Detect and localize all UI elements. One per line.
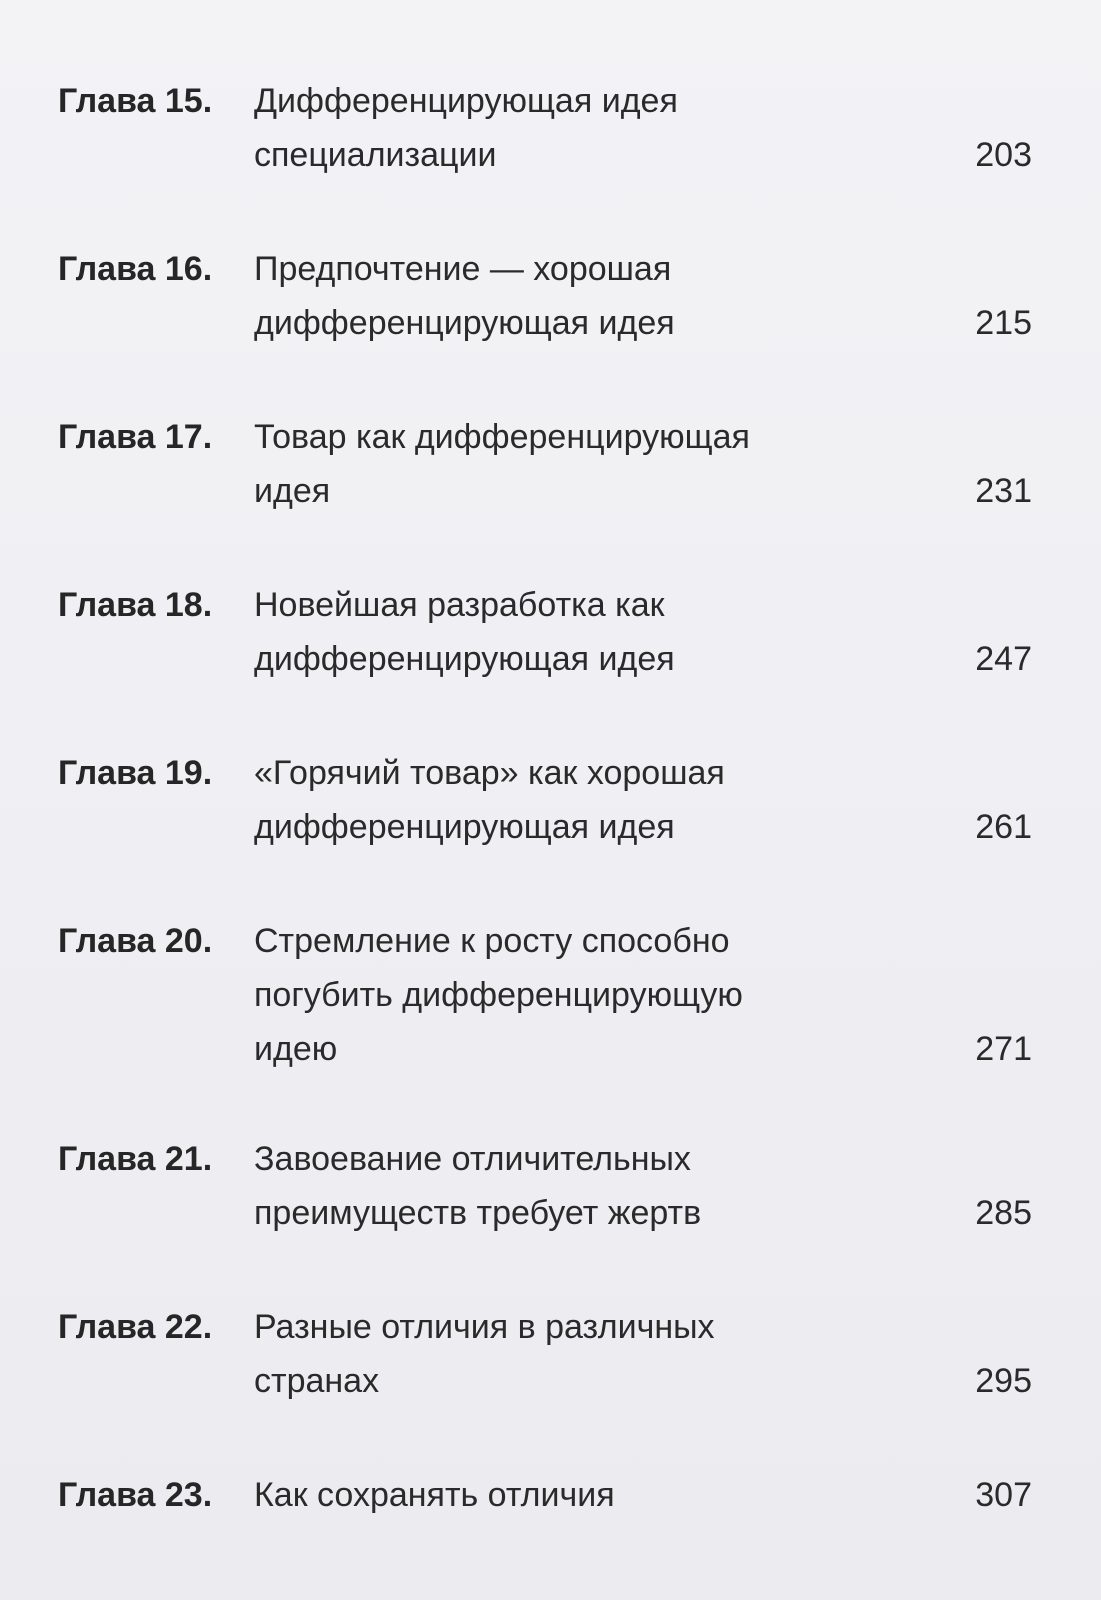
- title-line: «Горячий товар» как хорошая: [254, 754, 725, 792]
- title-line: странах: [254, 1362, 380, 1400]
- chapter-title: [254, 1300, 1032, 1408]
- toc-entry-23: [58, 1468, 1032, 1522]
- chapter-title: [254, 1468, 1032, 1522]
- title-line: специализации: [254, 136, 497, 174]
- title-line: Как сохранять отличия: [254, 1476, 615, 1514]
- toc-entry-20: [58, 914, 1032, 1076]
- toc-entry-16: [58, 242, 1032, 350]
- page-number: 203: [975, 136, 1032, 174]
- toc-entry-17: [58, 410, 1032, 518]
- chapter-title: [254, 1132, 1032, 1240]
- page-number: 307: [975, 1476, 1032, 1514]
- title-line: дифференцирующая идея: [254, 808, 675, 846]
- chapter-title: [254, 242, 1032, 350]
- toc-entry-15: [58, 74, 1032, 182]
- title-line: идея: [254, 472, 331, 510]
- chapter-number: Глава 20.: [58, 922, 213, 960]
- title-line: Завоевание отличительных: [254, 1140, 691, 1178]
- title-line: Предпочтение — хорошая: [254, 250, 672, 288]
- title-line: Стремление к росту способно: [254, 922, 730, 960]
- title-line: преимуществ требует жертв: [254, 1194, 702, 1232]
- title-line: Новейшая разработка как: [254, 586, 665, 624]
- title-line: Разные отличия в различных: [254, 1308, 715, 1346]
- chapter-title: [254, 914, 1032, 1076]
- chapter-number: Глава 23.: [58, 1476, 213, 1514]
- page-number: 271: [975, 1030, 1032, 1068]
- chapter-number: Глава 16.: [58, 250, 213, 288]
- page-number: 231: [975, 472, 1032, 510]
- chapter-number: Глава 17.: [58, 418, 213, 456]
- title-line: Товар как дифференцирующая: [254, 418, 750, 456]
- title-line: погубить дифференцирующую: [254, 976, 743, 1014]
- chapter-number: Глава 22.: [58, 1308, 213, 1346]
- chapter-number: Глава 15.: [58, 82, 213, 120]
- chapter-title: [254, 74, 1032, 182]
- toc-entry-19: [58, 746, 1032, 854]
- toc-entry-22: [58, 1300, 1032, 1408]
- page-number: 261: [975, 808, 1032, 846]
- title-line: Дифференцирующая идея: [254, 82, 678, 120]
- page-number: 215: [975, 304, 1032, 342]
- page-number: 247: [975, 640, 1032, 678]
- title-line: идею: [254, 1030, 338, 1068]
- chapter-number: Глава 19.: [58, 754, 213, 792]
- chapter-title: [254, 578, 1032, 686]
- title-line: дифференцирующая идея: [254, 640, 675, 678]
- toc-entry-18: [58, 578, 1032, 686]
- chapter-title: [254, 410, 1032, 518]
- chapter-number: Глава 21.: [58, 1140, 213, 1178]
- chapter-title: [254, 746, 1032, 854]
- chapter-number: Глава 18.: [58, 586, 213, 624]
- page-number: 285: [975, 1194, 1032, 1232]
- page-number: 295: [975, 1362, 1032, 1400]
- toc-entry-21: [58, 1132, 1032, 1240]
- title-line: дифференцирующая идея: [254, 304, 675, 342]
